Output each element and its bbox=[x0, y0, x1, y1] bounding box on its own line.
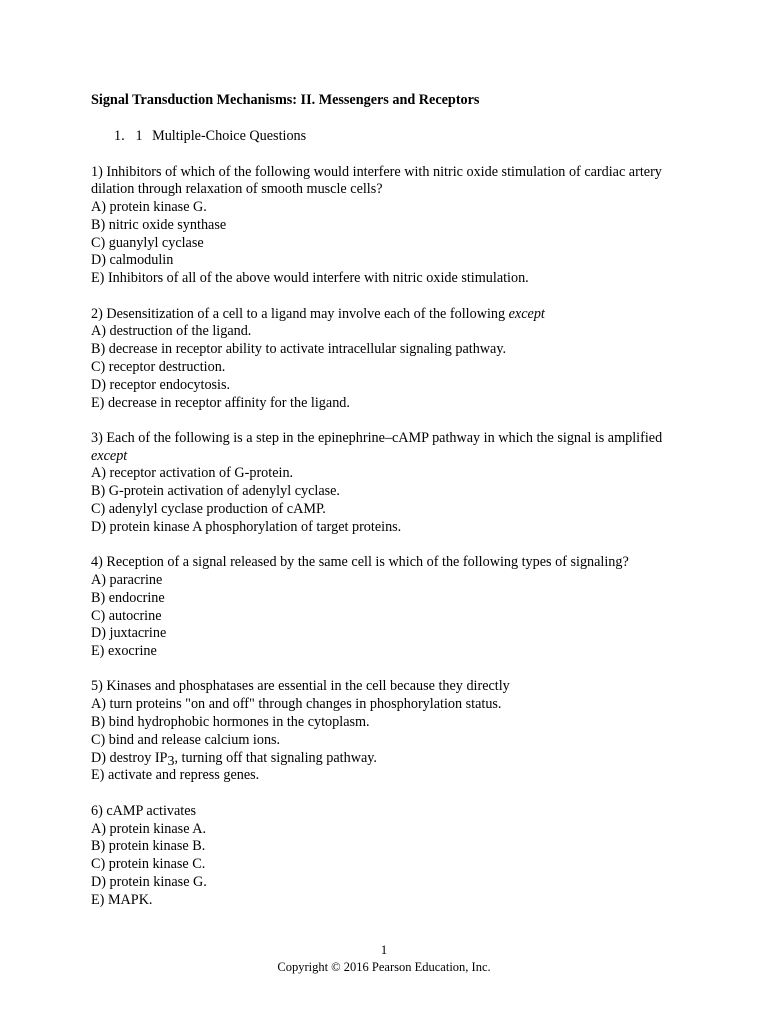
page-number: 1 bbox=[380, 943, 388, 957]
answer-option: A) receptor activation of G-protein. bbox=[91, 465, 294, 482]
answer-option: C) protein kinase C. bbox=[91, 856, 206, 873]
answer-option: C) receptor destruction. bbox=[91, 358, 226, 375]
answer-option-text: , turning off that signaling pathway. bbox=[174, 749, 377, 766]
question-1 bbox=[91, 164, 691, 289]
answer-option: E) decrease in receptor affinity for the ligand. bbox=[91, 394, 350, 411]
answer-option: C) bind and release calcium ions. bbox=[91, 731, 281, 748]
answer-option-text: D) destroy IP bbox=[91, 749, 168, 766]
answer-option: C) autocrine bbox=[91, 607, 162, 624]
answer-option: A) paracrine bbox=[91, 571, 163, 588]
answer-option: E) Inhibitors of all of the above would interfere with nitric oxide stimulation. bbox=[91, 270, 529, 287]
answer-option: D) protein kinase G. bbox=[91, 873, 207, 890]
question-stem bbox=[91, 306, 691, 324]
question-3 bbox=[91, 430, 691, 537]
subscript: 3 bbox=[167, 753, 175, 769]
question-5 bbox=[91, 678, 691, 785]
section-number: 1. bbox=[114, 128, 125, 144]
answer-option: C) guanylyl cyclase bbox=[91, 234, 204, 251]
document-body bbox=[91, 92, 691, 909]
answer-option: B) nitric oxide synthase bbox=[91, 216, 227, 233]
question-stem-text: 2) Desensitization of a cell to a ligand may involve each of the following bbox=[91, 305, 509, 322]
answer-option: E) exocrine bbox=[91, 643, 157, 660]
section-sub-number: 1 bbox=[135, 128, 143, 144]
question-6 bbox=[91, 803, 691, 910]
question-2 bbox=[91, 306, 691, 413]
section-heading bbox=[91, 128, 691, 146]
answer-option: E) activate and repress genes. bbox=[91, 767, 260, 784]
answer-option: B) decrease in receptor ability to activate intracellular signaling pathway. bbox=[91, 341, 507, 358]
question-stem: 1) Inhibitors of which of the following would interfere with nitric oxide stimulation of cardiac artery dilation through relaxation of smooth muscle cells? bbox=[91, 163, 662, 198]
question-stem: 4) Reception of a signal released by the same cell is which of the following types of signaling? bbox=[91, 554, 629, 571]
answer-option: A) protein kinase A. bbox=[91, 820, 207, 837]
answer-option: E) MAPK. bbox=[91, 891, 153, 908]
answer-option: D) juxtacrine bbox=[91, 625, 167, 642]
answer-option bbox=[91, 750, 691, 768]
answer-option: D) protein kinase A phosphorylation of target proteins. bbox=[91, 518, 402, 535]
question-stem: 6) cAMP activates bbox=[91, 802, 197, 819]
answer-option: B) protein kinase B. bbox=[91, 838, 206, 855]
question-4 bbox=[91, 554, 691, 661]
answer-option: B) bind hydrophobic hormones in the cytoplasm. bbox=[91, 714, 370, 731]
answer-option: A) destruction of the ligand. bbox=[91, 323, 252, 340]
question-stem-emphasis: except bbox=[91, 447, 128, 464]
answer-option: B) G-protein activation of adenylyl cyclase. bbox=[91, 483, 340, 500]
question-stem-text: 3) Each of the following is a step in the epinephrine–cAMP pathway in which the signal is amplified bbox=[91, 429, 663, 446]
answer-option: D) receptor endocytosis. bbox=[91, 376, 231, 393]
answer-option: D) calmodulin bbox=[91, 252, 174, 269]
answer-option: A) turn proteins "on and off" through changes in phosphorylation status. bbox=[91, 696, 502, 713]
question-stem-emphasis: except bbox=[508, 305, 545, 322]
section-label: Multiple-Choice Questions bbox=[152, 128, 307, 144]
answer-option: A) protein kinase G. bbox=[91, 199, 207, 216]
copyright-notice: Copyright © 2016 Pearson Education, Inc. bbox=[277, 960, 491, 974]
document-title: Signal Transduction Mechanisms: II. Messengers and Receptors bbox=[91, 92, 480, 108]
question-stem: 5) Kinases and phosphatases are essential in the cell because they directly bbox=[91, 678, 510, 695]
question-stem bbox=[91, 430, 691, 466]
answer-option: C) adenylyl cyclase production of cAMP. bbox=[91, 501, 326, 518]
answer-option: B) endocrine bbox=[91, 589, 165, 606]
